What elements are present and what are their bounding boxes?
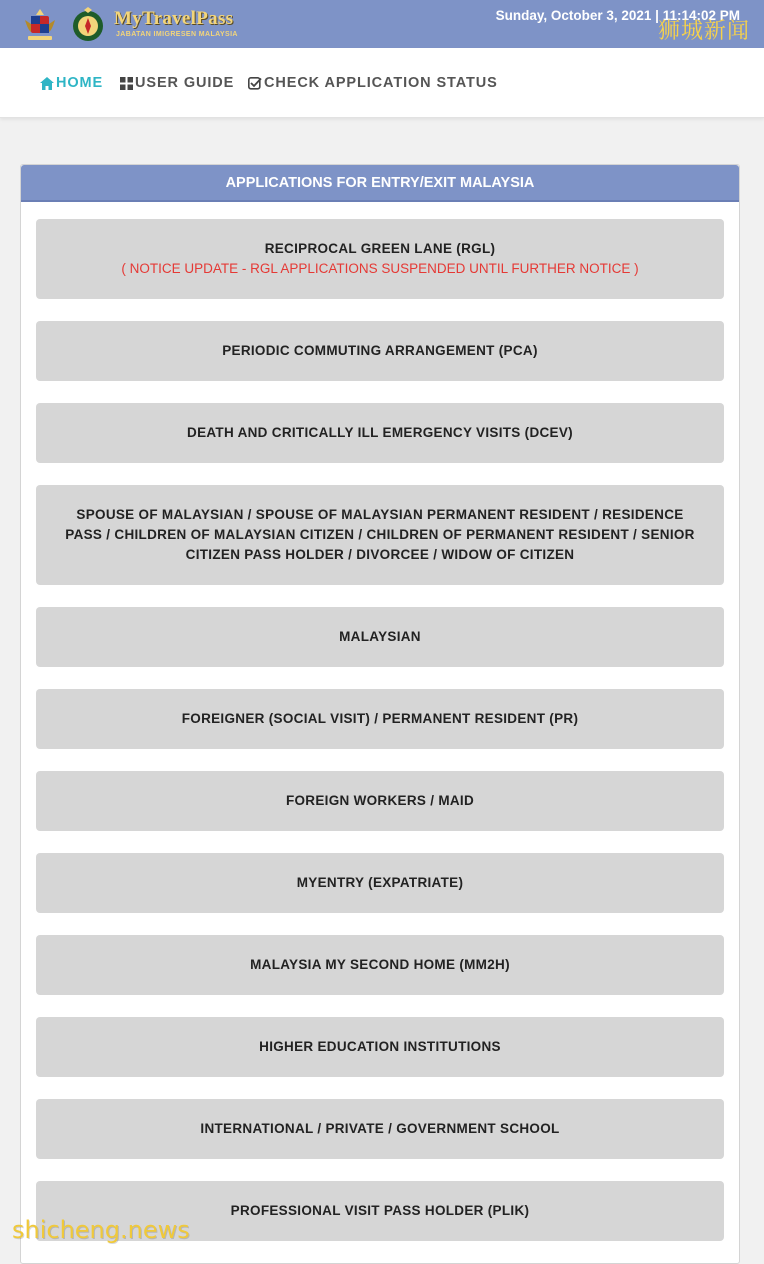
application-card-label: PERIODIC COMMUTING ARRANGEMENT (PCA) [222,343,538,358]
application-card-label: SPOUSE OF MALAYSIAN / SPOUSE OF MALAYSIAN PERMANENT RESIDENT / RESIDENCE PASS / CHILDREN OF MALAYSIAN CITIZEN / CHILDREN OF PERMANENT RESIDENT / SENIOR CITIZEN PASS HOLDER / DIVORCEE / WIDOW OF CITIZEN [65,507,695,562]
home-icon [40,77,54,90]
brand-subtitle: JABATAN IMIGRESEN MALAYSIA [116,31,238,38]
application-card-label: FOREIGNER (SOCIAL VISIT) / PERMANENT RESIDENT (PR) [181,711,579,726]
application-card-foreigner-pr[interactable] [36,689,724,749]
malaysia-coat-of-arms-icon [22,6,58,44]
nav-check-status[interactable] [248,74,498,92]
watermark-bottom: shicheng.news [12,1216,190,1244]
application-card-rgl[interactable] [36,219,724,299]
application-card-label: RECIPROCAL GREEN LANE (RGL) [264,241,496,256]
application-card-label: DEATH AND CRITICALLY ILL EMERGENCY VISITS (DCEV) [187,425,573,440]
application-card-pca[interactable] [36,321,724,381]
brand-logo-text: MyTravelPass [114,8,234,29]
application-card-dcev[interactable] [36,403,724,463]
check-square-icon [248,77,262,90]
application-card-foreign-workers[interactable] [36,771,724,831]
application-card-label: HIGHER EDUCATION INSTITUTIONS [259,1039,501,1054]
nav-check-status-label: CHECK APPLICATION STATUS [264,75,498,91]
application-card-higher-education[interactable] [36,1017,724,1077]
grid-icon [120,77,133,90]
application-card-label: PROFESSIONAL VISIT PASS HOLDER (PLIK) [230,1203,530,1218]
top-header-bar [0,0,764,48]
panel-title: APPLICATIONS FOR ENTRY/EXIT MALAYSIA [21,165,739,202]
application-card-spouse-children[interactable] [36,485,724,585]
application-card-malaysian[interactable] [36,607,724,667]
application-card-label: FOREIGN WORKERS / MAID [285,793,475,808]
application-card-mm2h[interactable] [36,935,724,995]
application-card-label: MALAYSIAN [339,629,421,644]
nav-home-label: HOME [56,75,104,91]
main-navbar [0,48,764,118]
nav-home[interactable] [40,74,103,92]
application-card-label: MALAYSIA MY SECOND HOME (MM2H) [250,957,510,972]
application-card-label: INTERNATIONAL / PRIVATE / GOVERNMENT SCHOOL [200,1121,560,1136]
watermark-top: 狮城新闻 [657,19,750,44]
applications-panel [20,164,740,1264]
application-card-myentry[interactable] [36,853,724,913]
nav-user-guide-label: USER GUIDE [135,75,235,91]
application-card-label: MYENTRY (EXPATRIATE) [296,875,464,890]
application-card-school[interactable] [36,1099,724,1159]
nav-user-guide[interactable] [120,74,234,92]
rgl-suspension-notice: ( NOTICE UPDATE - RGL APPLICATIONS SUSPENDED UNTIL FURTHER NOTICE ) [121,261,639,276]
current-datetime: Sunday, October 3, 2021 | 11:14:02 PM [495,8,740,23]
immigration-badge-icon [70,6,106,44]
